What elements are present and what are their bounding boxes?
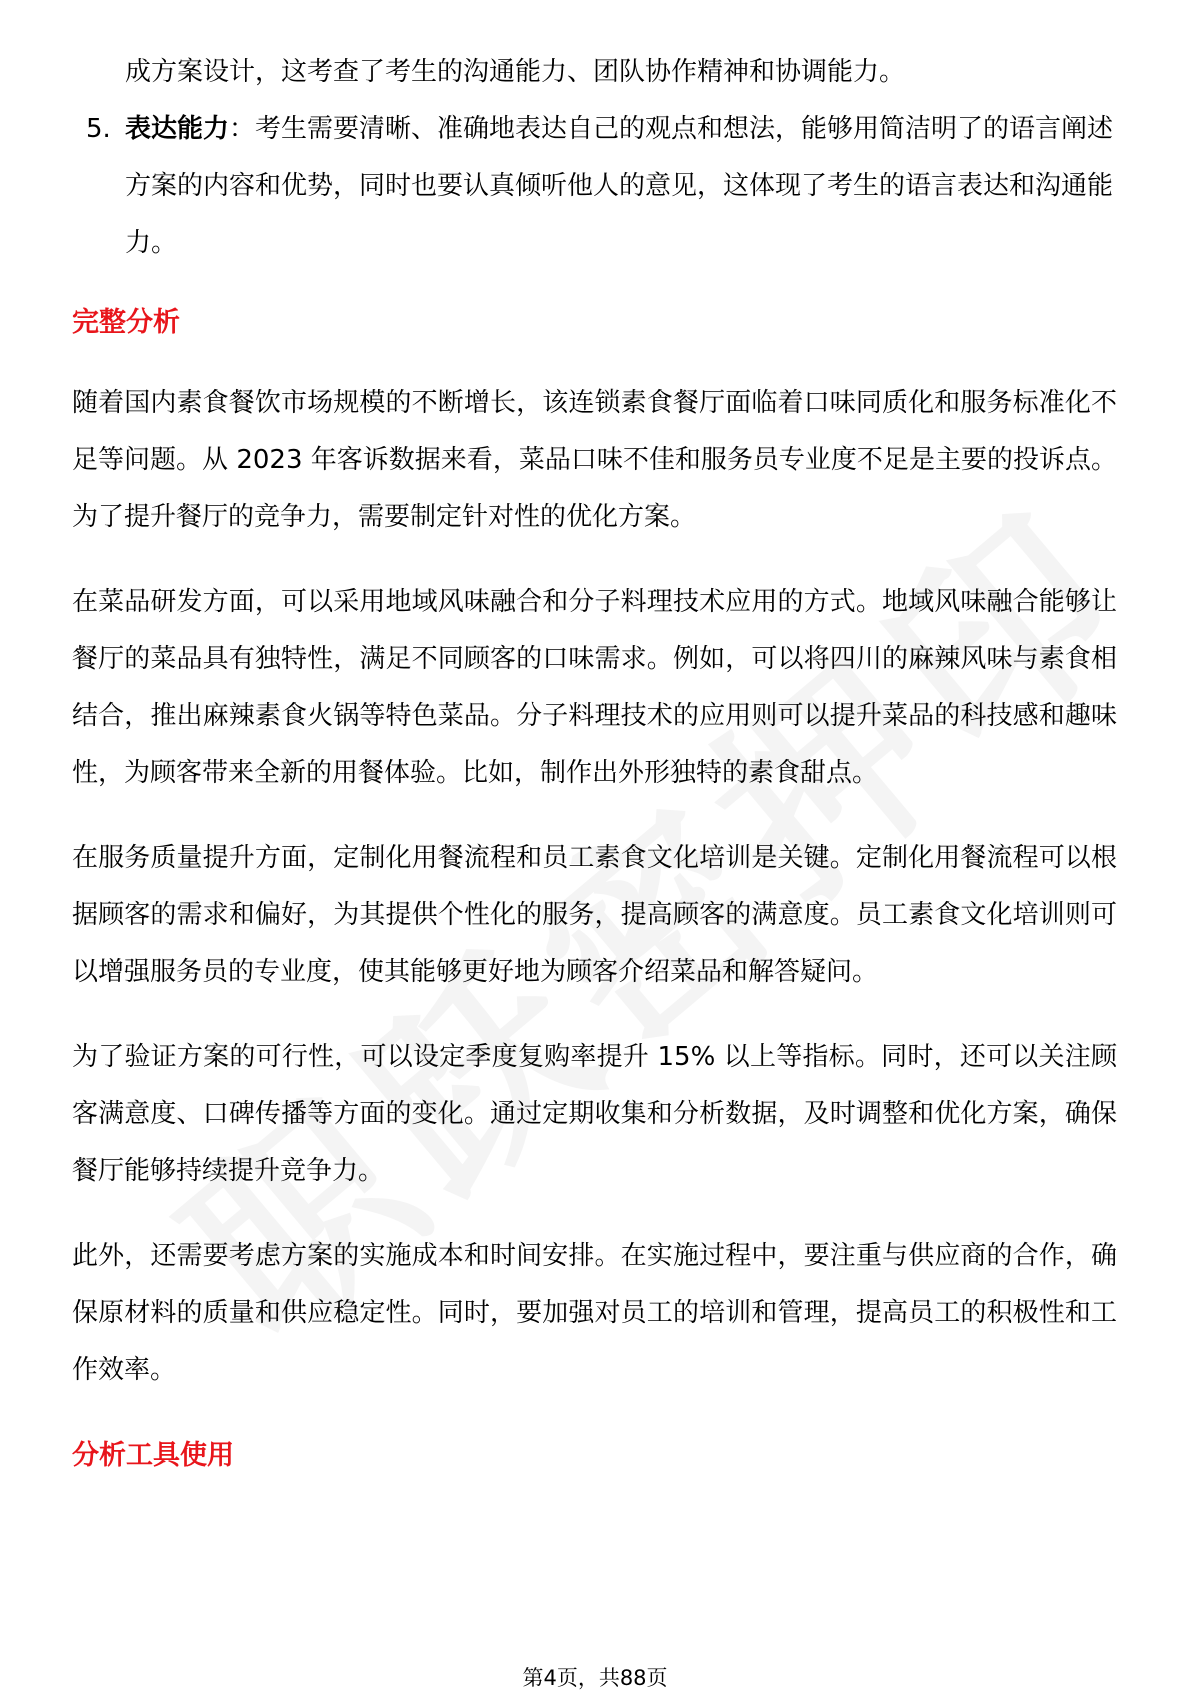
list-item-text: ：考生需要清晰、准确地表达自己的观点和想法，能够用简洁明了的语言阐述方案的内容和优势，同时也要认真倾听他人的意见，这体现了考生的语言表达和沟通能力。	[125, 114, 1114, 258]
section-title-analysis-tools: 分析工具使用	[72, 1440, 234, 1471]
paragraph: 在服务质量提升方面，定制化用餐流程和员工素食文化培训是关键。定制化用餐流程可以根据顾客的需求和偏好，为其提供个性化的服务，提高顾客的满意度。员工素食文化培训则可以增强服务员的专业度，使其能够更好地为顾客介绍菜品和解答疑问。	[72, 843, 1117, 987]
paragraph: 在菜品研发方面，可以采用地域风味融合和分子料理技术应用的方式。地域风味融合能够让餐厅的菜品具有独特性，满足不同顾客的口味需求。例如，可以将四川的麻辣风味与素食相结合，推出麻辣素食火锅等特色菜品。分子料理技术的应用则可以提升菜品的科技感和趣味性，为顾客带来全新的用餐体验。比如，制作出外形独特的素食甜点。	[72, 587, 1117, 788]
page-number: 第4页，共88页	[522, 1666, 668, 1690]
section-title-full-analysis: 完整分析	[72, 307, 180, 338]
list-item-label: 表达能力	[125, 114, 230, 144]
paragraph: 为了验证方案的可行性，可以设定季度复购率提升 15% 以上等指标。同时，还可以关注顾客满意度、口碑传播等方面的变化。通过定期收集和分析数据，及时调整和优化方案，确保餐厅能够持续提升竞争力。	[72, 1042, 1117, 1186]
page-content	[72, 44, 1117, 1508]
paragraph: 此外，还需要考虑方案的实施成本和时间安排。在实施过程中，要注重与供应商的合作，确保原材料的质量和供应稳定性。同时，要加强对员工的培训和管理，提高员工的积极性和工作效率。	[72, 1241, 1117, 1385]
list-item-5	[72, 101, 1117, 272]
list-item-body	[125, 101, 1117, 272]
list-item-continuation: 成方案设计，这考查了考生的沟通能力、团队协作精神和协调能力。	[125, 57, 906, 87]
paragraph: 随着国内素食餐饮市场规模的不断增长，该连锁素食餐厅面临着口味同质化和服务标准化不足等问题。从 2023 年客诉数据来看，菜品口味不佳和服务员专业度不足是主要的投诉点。为了提升餐厅的竞争力，需要制定针对性的优化方案。	[72, 388, 1117, 532]
list-item-number: 5.	[86, 114, 111, 144]
